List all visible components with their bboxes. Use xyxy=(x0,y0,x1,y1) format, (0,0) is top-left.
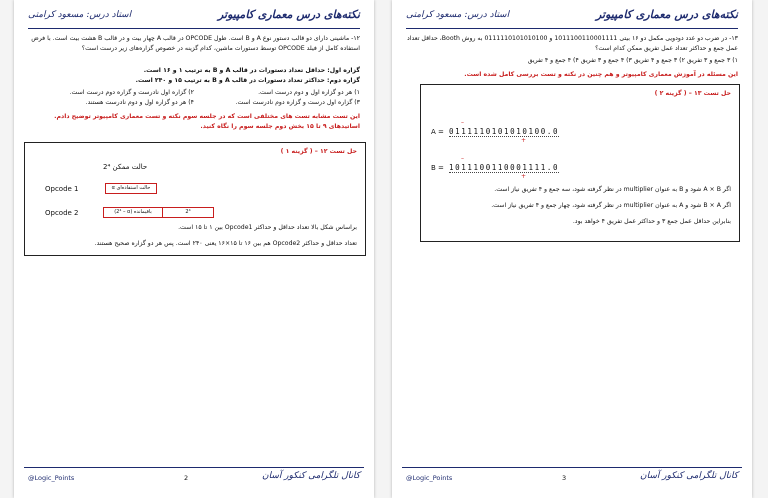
remainder-cell: (2⁴ – α) باقیمانده xyxy=(103,207,163,218)
question-13: ۱۳- در ضرب دو عدد دودویی مکمل دو ۱۶ بیتی 1011100110001111 و 0111110101010100 به روش Booth، حداقل تعداد عمل جمع و حداکثر تعداد عمل تفریق ممکن کدام است؟ xyxy=(407,35,738,52)
header-brand: نکته‌های درس معماری کامپیوتر xyxy=(217,8,360,21)
option-1: ۱) هر دو گزاره اول و دوم درست است. xyxy=(258,89,360,96)
header-rule xyxy=(28,28,360,29)
option-2: ۲) گزاره اول نادرست و گزاره دوم درست است. xyxy=(69,89,194,96)
question-12: ۱۲- ماشینی دارای دو قالب دستور نوع A و B است. طول OPCODE در قالب A چهار بیت و در قالب B هشت بیت است. با فرض استفاده کامل از فیلد OPCODE توسط دستورات ماشین، کدام گزینه در خصوص گزاره‌های زیر درست است؟ xyxy=(31,35,360,52)
solution-line-2: اگر B × A شود و A به عنوان multiplier در نظر گرفته شود، چهار جمع و ۴ تفریق نیاز است. xyxy=(491,202,731,209)
alpha-cell: α حالت استفاده‌ای xyxy=(105,183,157,194)
page-header xyxy=(406,8,738,30)
a-label: A = xyxy=(431,128,444,136)
solution-line-1: براساس شکل بالا تعداد حداقل و حداکثر Opcode1 بین ۱ تا ۱۵ است. xyxy=(178,224,357,231)
statement-1: گزاره اول: حداقل تعداد دستورات در قالب A و B به ترتیب ۱ و ۱۶ است. xyxy=(143,67,360,74)
page-3 xyxy=(392,0,752,498)
telegram-handle[interactable]: @Logic_Points xyxy=(406,474,453,482)
option-4: ۴) هر دو گزاره اول و دوم نادرست هستند. xyxy=(85,99,194,106)
page-footer xyxy=(402,467,742,490)
solution-title: حل تست ۱۲ – ( گزینه ۱ ) xyxy=(280,148,357,155)
page-2 xyxy=(14,0,374,498)
a-mark-top: – xyxy=(461,119,464,126)
option-3: ۳) گزاره اول درست و گزاره دوم نادرست است. xyxy=(235,99,360,106)
states-label: 2⁴ حالت ممکن xyxy=(103,163,148,171)
hint-note: این مسئله در آموزش معماری کامپیوتر و هم چنین در نکته و تست بررسی کامل شده است. xyxy=(464,71,738,78)
page-header xyxy=(28,8,360,30)
b-bits: 1011100110001111.0 xyxy=(449,163,560,172)
hint-note: این تست مشابه تست های مختلفی است که در جلسه سوم نکته و تست معماری کامپیوتر توضیح دادم. اساتیدهای ۹ تا ۱۵ بخش دوم جلسه سوم را نگاه کنید. xyxy=(54,113,360,130)
solution-title: حل تست ۱۳ – ( گزینه ۲ ) xyxy=(654,90,731,97)
header-instructor: استاد درس: مسعود کرامتی xyxy=(28,10,132,20)
a-bits: 0111110101010100.0 xyxy=(449,127,560,136)
solution-line-3: بنابراین حداقل عمل جمع ۳ و حداکثر عمل تفریق ۴ خواهد بود. xyxy=(572,218,731,225)
page-footer xyxy=(24,467,364,490)
header-rule xyxy=(406,28,738,29)
a-mark-bottom: + xyxy=(521,137,527,144)
footer-signature: کانال تلگرامی کنکور آسان xyxy=(262,471,360,481)
statement-2: گزاره دوم: حداکثر تعداد دستورات در قالب A و B به ترتیب ۱۵ و ۲۴۰ است. xyxy=(135,77,360,84)
header-instructor: استاد درس: مسعود کرامتی xyxy=(406,10,510,20)
footer-signature: کانال تلگرامی کنکور آسان xyxy=(640,471,738,481)
options-row: ۱) ۳ جمع و ۳ تفریق ۲) ۳ جمع و ۴ تفریق ۳) ۴ جمع و ۳ تفریق ۴) ۴ جمع و ۴ تفریق xyxy=(527,57,738,64)
b-label: B = xyxy=(431,164,444,172)
opcode1-label: Opcode 1 xyxy=(45,185,79,193)
page-number: 2 xyxy=(184,474,189,482)
solution-line-2: تعداد حداقل و حداکثر Opcode2 هم بین ۱۶ تا ۱۵×۱۶ یعنی ۲۴۰ است. پس هر دو گزاره صحیح هستند. xyxy=(94,240,357,247)
power-cell: 2⁴ xyxy=(162,207,214,218)
solution-line-1: اگر A × B شود و B به عنوان multiplier در نظر گرفته شود، سه جمع و ۴ تفریق نیاز است. xyxy=(494,186,731,193)
telegram-handle[interactable]: @Logic_Points xyxy=(28,474,75,482)
opcode2-label: Opcode 2 xyxy=(45,209,79,217)
page-number: 3 xyxy=(562,474,567,482)
b-mark-bottom: + xyxy=(521,173,527,180)
b-mark-top: – xyxy=(461,155,464,162)
solution-box xyxy=(24,142,366,256)
solution-box xyxy=(420,84,740,242)
header-brand: نکته‌های درس معماری کامپیوتر xyxy=(595,8,738,21)
